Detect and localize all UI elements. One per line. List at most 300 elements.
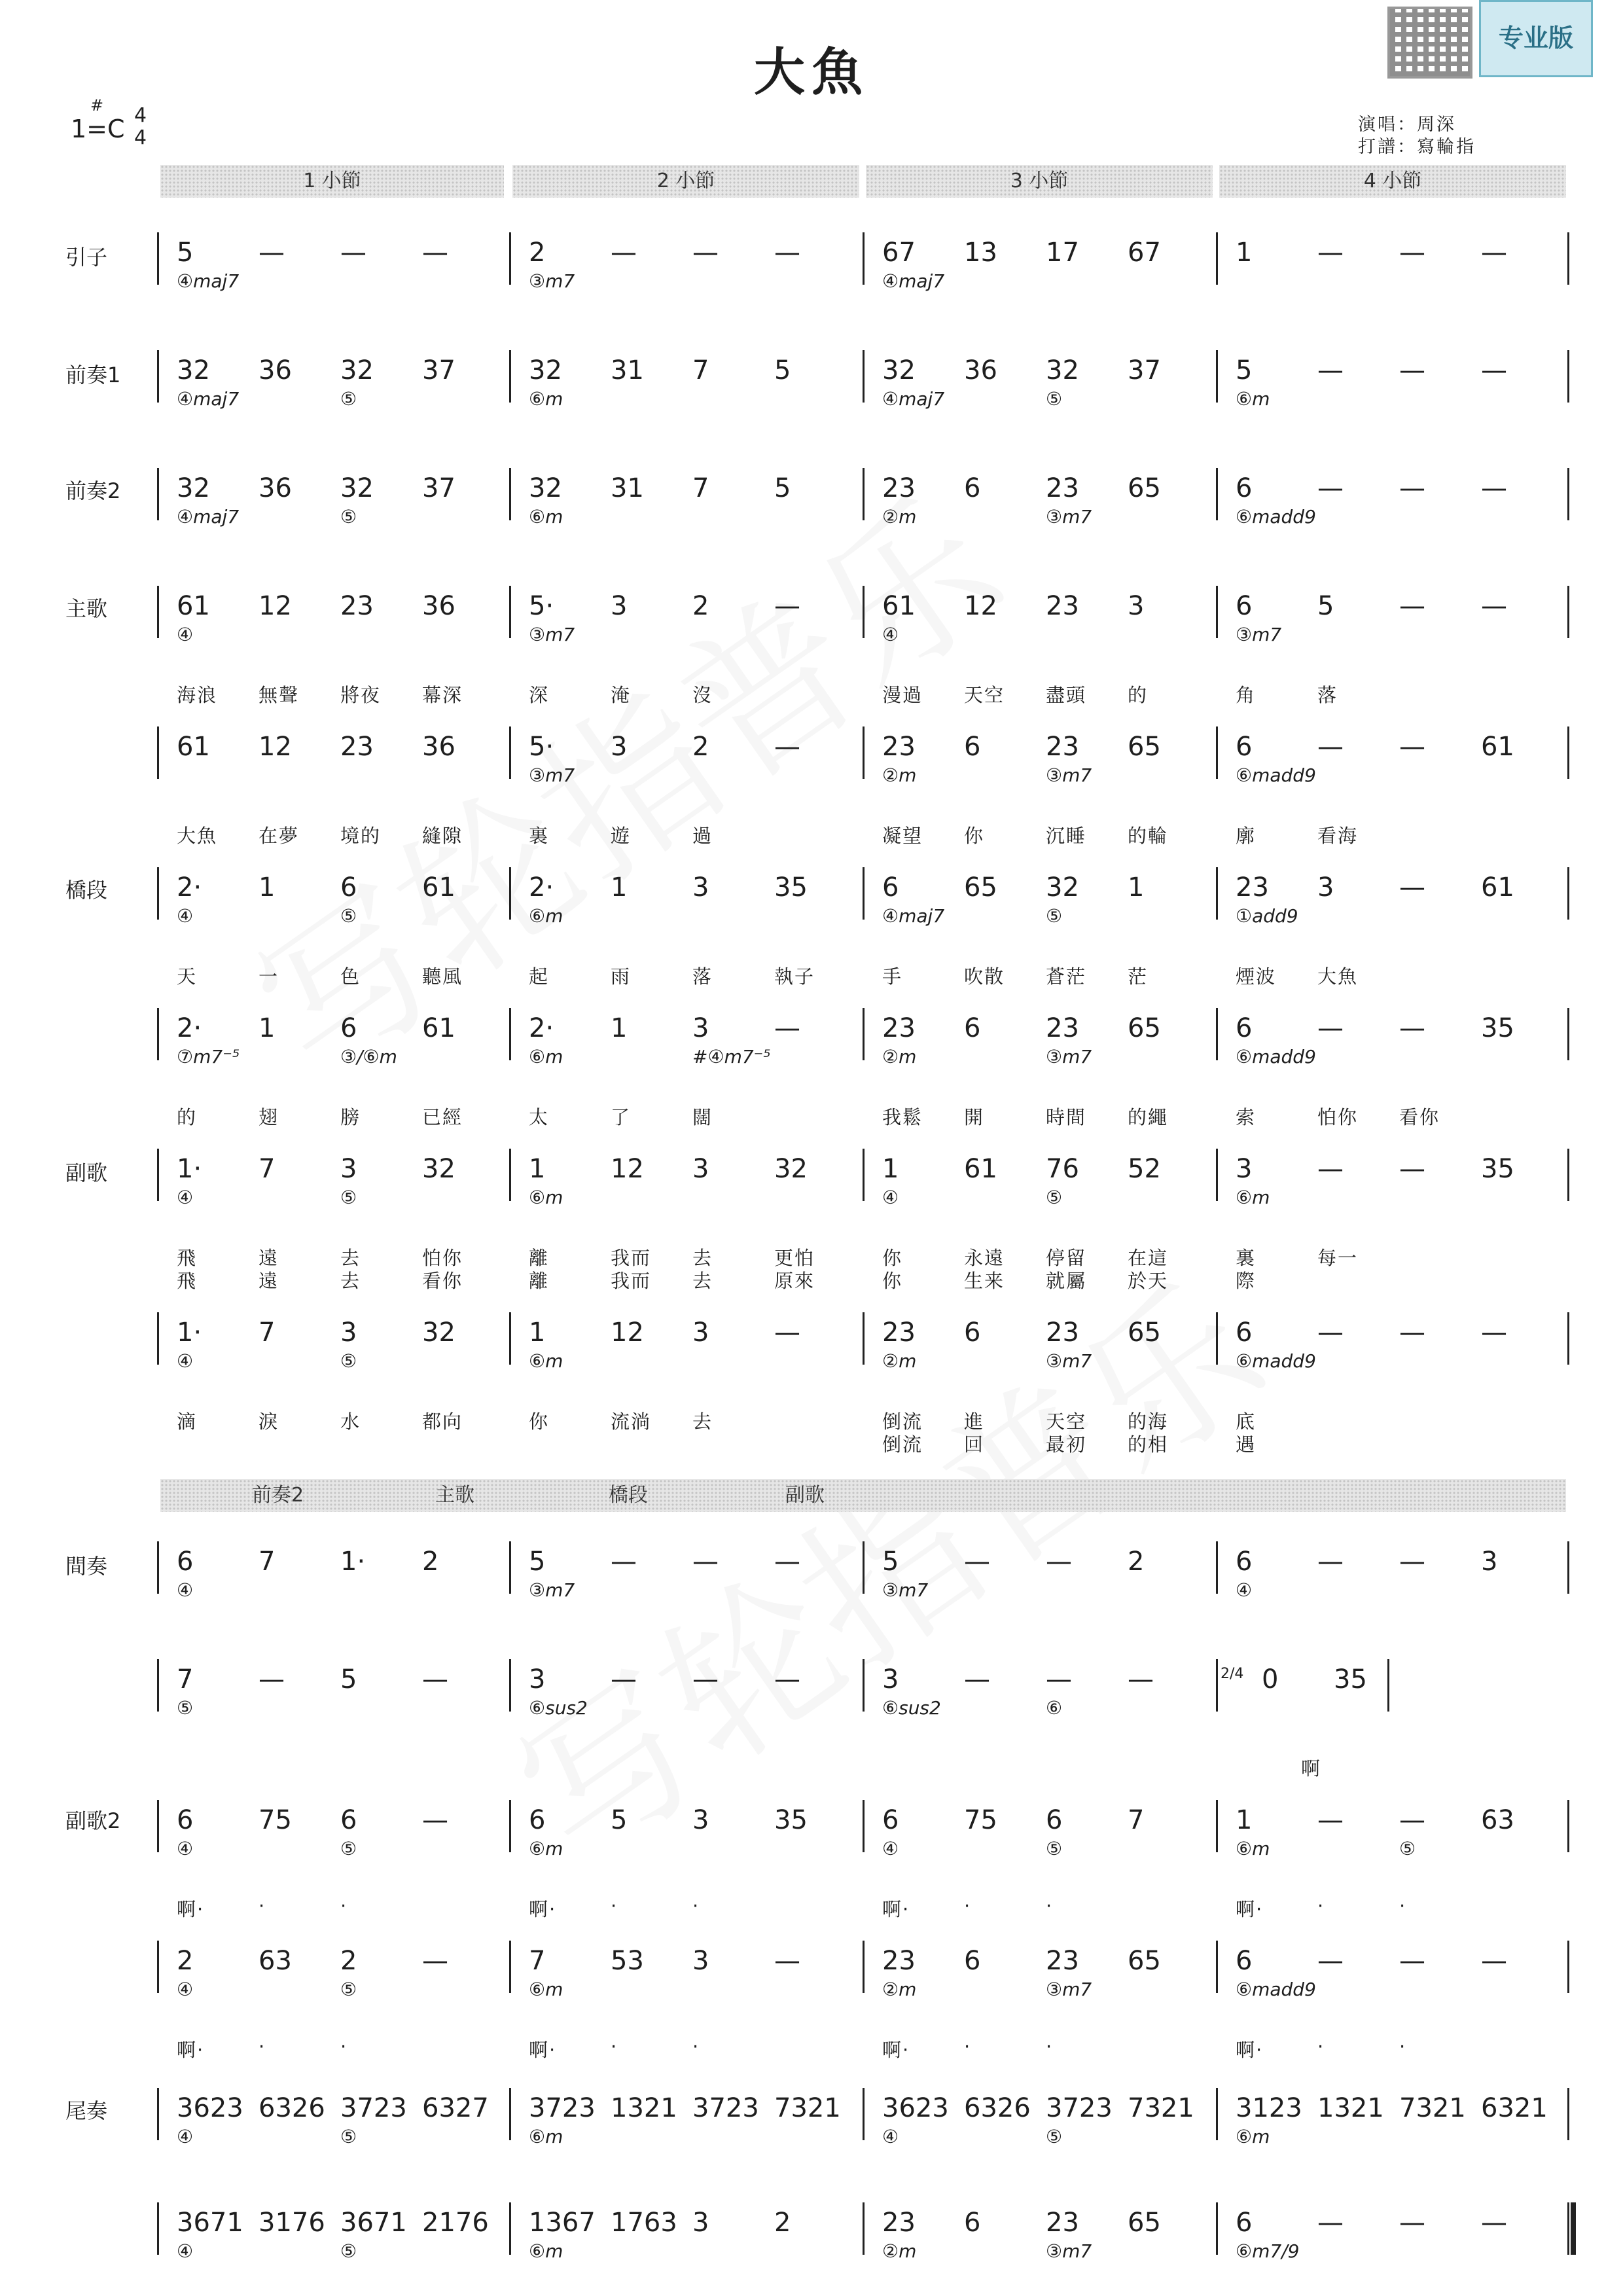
lyric: 漫過 [882, 684, 923, 706]
note: — [1481, 473, 1507, 503]
note: 35 [1481, 1154, 1514, 1184]
note: 1 [611, 1013, 628, 1043]
chord-label: ②m [882, 1350, 917, 1372]
note: 6 [964, 2208, 981, 2238]
lyric: 你 [529, 1410, 550, 1433]
lyric: 去 [692, 1270, 713, 1292]
lyric: 翅 [259, 1106, 279, 1128]
lyric: 的 [177, 1106, 198, 1128]
note: — [1399, 1547, 1425, 1577]
note: 1 [611, 872, 628, 903]
barline [509, 232, 511, 285]
barline [509, 1312, 511, 1365]
lyric: · [259, 1895, 266, 1917]
note: — [611, 1664, 637, 1695]
chord-label: ⑥madd9 [1236, 1350, 1316, 1372]
lyric: 裏 [1236, 1247, 1257, 1269]
note: — [1399, 732, 1425, 762]
lyric: 去 [340, 1270, 361, 1292]
chord-label: ⑤ [1046, 905, 1063, 927]
note: — [611, 238, 637, 268]
lyric: 每一 [1317, 1247, 1359, 1269]
chord-label: ⑦m7⁻⁵ [177, 1046, 240, 1067]
lyric: 蒼茫 [1046, 965, 1087, 988]
note: 32 [422, 1154, 455, 1184]
barline [1567, 1800, 1569, 1852]
chord-label: ③m7 [1046, 506, 1092, 528]
chord-label: ④ [177, 1579, 194, 1601]
chord-label: #④m7⁻⁵ [692, 1046, 771, 1067]
lyric: 的輪 [1128, 825, 1169, 847]
note: 32 [882, 355, 916, 386]
chord-label: ③m7 [1046, 2240, 1092, 2262]
note: 1763 [611, 2208, 677, 2238]
note: 63 [259, 1946, 292, 1976]
barline [157, 1800, 159, 1852]
note: — [1317, 355, 1344, 386]
note: 1· [177, 1318, 202, 1348]
note: 2 [692, 591, 709, 621]
note: 6 [1236, 473, 1253, 503]
note: 32 [529, 473, 562, 503]
note: 31 [611, 355, 644, 386]
note: 3 [692, 872, 709, 903]
note: — [692, 1664, 719, 1695]
note: 12 [611, 1154, 644, 1184]
lyric: 天空 [1046, 1410, 1087, 1433]
barline [1387, 1659, 1389, 1712]
note: 35 [774, 1805, 808, 1835]
note: 7 [177, 1664, 194, 1695]
chord-label: ④ [177, 2126, 194, 2147]
barline [509, 1659, 511, 1712]
lyric: 一 [259, 965, 279, 988]
lyric: 角 [1236, 684, 1257, 706]
note: 37 [1128, 355, 1161, 386]
note: — [1317, 1154, 1344, 1184]
barline [863, 1941, 865, 1993]
lyric: · [1317, 1895, 1325, 1917]
note: 6 [964, 732, 981, 762]
chord-label: ⑤ [340, 506, 357, 528]
note: — [774, 238, 800, 268]
note: — [340, 238, 366, 268]
lyric: 倒流 [882, 1433, 923, 1456]
chord-label: ④ [177, 2240, 194, 2262]
lyric: · [1399, 1895, 1407, 1917]
lyric: 水 [340, 1410, 361, 1433]
note: 1 [529, 1318, 546, 1348]
note: 3 [882, 1664, 899, 1695]
note: 3 [1317, 872, 1334, 903]
note: 6 [882, 872, 899, 903]
barline [1216, 468, 1218, 520]
barline [1567, 1008, 1569, 1060]
lyric: 天空 [964, 684, 1005, 706]
lyric: 將夜 [340, 684, 382, 706]
chord-label: ④ [177, 1350, 194, 1372]
note: 23 [882, 473, 916, 503]
note: 65 [1128, 473, 1161, 503]
note: 5· [529, 732, 554, 762]
lyric: 啊· [882, 1898, 910, 1920]
barline [1567, 1941, 1569, 1993]
note: 6 [529, 1805, 546, 1835]
note: 6 [1236, 1946, 1253, 1976]
lyric: 更怕 [774, 1247, 815, 1269]
structure-verse: 主歌 [435, 1484, 474, 1507]
note: 3 [611, 591, 628, 621]
lyric: 凝望 [882, 825, 923, 847]
note: 2 [1128, 1547, 1145, 1577]
note: — [1046, 1547, 1072, 1577]
lyric: · [1317, 2036, 1325, 2058]
barline [1216, 1312, 1218, 1365]
note: 6 [177, 1547, 194, 1577]
note: 61 [1481, 872, 1514, 903]
lyric: 聽風 [422, 965, 463, 988]
note: 32 [1046, 872, 1079, 903]
note: 23 [882, 1013, 916, 1043]
note: 3 [692, 1154, 709, 1184]
chord-label: ⑥m [1236, 1838, 1270, 1859]
note: 3 [611, 732, 628, 762]
chord-label: ④ [882, 624, 899, 645]
chord-label: ⑤ [1046, 1187, 1063, 1208]
note: — [422, 238, 448, 268]
note: 6 [1046, 1805, 1063, 1835]
note: 6 [964, 1946, 981, 1976]
note: 5 [1317, 591, 1334, 621]
note: — [1481, 1946, 1507, 1976]
barline [1216, 586, 1218, 638]
note: 7 [692, 473, 709, 503]
lyric: 都向 [422, 1410, 463, 1433]
barline [1567, 586, 1569, 638]
barline [1567, 726, 1569, 779]
note: 23 [882, 1946, 916, 1976]
note: 3723 [529, 2093, 596, 2123]
lyric: 去 [692, 1410, 713, 1433]
lyric: 廓 [1236, 825, 1257, 847]
note: — [1317, 1946, 1344, 1976]
note: 0 [1262, 1664, 1279, 1695]
lyric: 盡頭 [1046, 684, 1087, 706]
section-chorus2: 副歌2 [65, 1808, 121, 1833]
chord-label: ⑥sus2 [529, 1697, 588, 1719]
barline [157, 1659, 159, 1712]
note: 3 [529, 1664, 546, 1695]
note: 17 [1046, 238, 1079, 268]
note: 2· [177, 1013, 202, 1043]
barline [863, 2088, 865, 2140]
chord-label: ⑤ [340, 1187, 357, 1208]
note: 1 [1236, 1805, 1253, 1835]
lyric: 色 [340, 965, 361, 988]
lyric: 淹 [611, 684, 632, 706]
lyric: 離 [529, 1270, 550, 1292]
chord-label: ④ [177, 1979, 194, 2000]
note: 61 [177, 732, 210, 762]
singer-credit: 演唱：周深 [1358, 115, 1456, 135]
note: — [1399, 473, 1425, 503]
lyric: 煙波 [1236, 965, 1277, 988]
lyric: 遇 [1236, 1433, 1257, 1456]
lyric: 索 [1236, 1106, 1257, 1128]
note: 6 [964, 1013, 981, 1043]
note: 2· [529, 872, 554, 903]
lyric: 落 [1317, 684, 1338, 706]
note: — [1046, 1664, 1072, 1695]
note: 12 [259, 591, 292, 621]
key-sharp: # [90, 96, 104, 115]
lyric: 裏 [529, 825, 550, 847]
barline [157, 1149, 159, 1201]
chord-label: ⑤ [1046, 2126, 1063, 2147]
chord-label: ⑥m [1236, 2126, 1270, 2147]
lyric: 啊· [1236, 2039, 1264, 2061]
lyric: 滴 [177, 1410, 198, 1433]
barline [157, 726, 159, 779]
note: 37 [422, 473, 455, 503]
chord-label: ⑥madd9 [1236, 764, 1316, 786]
note: — [774, 1547, 800, 1577]
note: — [774, 1664, 800, 1695]
note: 1· [340, 1547, 366, 1577]
note: 1 [1236, 238, 1253, 268]
measure-header-1: 1 小節 [160, 165, 504, 198]
note: — [774, 732, 800, 762]
lyric: 起 [529, 965, 550, 988]
note: — [774, 591, 800, 621]
note: 23 [340, 591, 374, 621]
note: 6326 [259, 2093, 325, 2123]
lyric: 縫隙 [422, 825, 463, 847]
note: — [1317, 1318, 1344, 1348]
lyric: 海浪 [177, 684, 218, 706]
note: 67 [882, 238, 916, 268]
barline [1216, 726, 1218, 779]
note: 23 [1046, 473, 1079, 503]
lyric: 進 [964, 1410, 985, 1433]
note: 6327 [422, 2093, 489, 2123]
lyric: 茫 [1128, 965, 1149, 988]
chord-label: ②m [882, 1046, 917, 1067]
note: 61 [422, 872, 455, 903]
note: 23 [1046, 1946, 1079, 1976]
lyric: 淚 [259, 1410, 279, 1433]
note: 12 [964, 591, 997, 621]
note: 65 [964, 872, 997, 903]
note: 32 [340, 355, 374, 386]
time-change: 2/4 [1221, 1666, 1244, 1682]
barline [863, 1149, 865, 1201]
barline [1216, 1800, 1218, 1852]
note: 52 [1128, 1154, 1161, 1184]
note: — [1481, 591, 1507, 621]
key-signature [71, 96, 125, 143]
lyric: · [259, 2036, 266, 2058]
note: 7 [1128, 1805, 1145, 1835]
score-title: 大魚 [753, 43, 869, 102]
note: — [1317, 1547, 1344, 1577]
note: 3723 [1046, 2093, 1113, 2123]
note: — [1399, 1805, 1425, 1835]
note: — [1481, 238, 1507, 268]
barline [1216, 2088, 1218, 2140]
chord-label: ⑥m [529, 506, 563, 528]
lyric: 就屬 [1046, 1270, 1087, 1292]
lyric: 沒 [692, 684, 713, 706]
chord-label: ③m7 [529, 624, 575, 645]
note: 5 [774, 355, 791, 386]
chord-label: ④ [177, 905, 194, 927]
note: 61 [1481, 732, 1514, 762]
structure-header-band [160, 1479, 1566, 1512]
lyric: · [611, 1895, 618, 1917]
note: 3 [692, 2208, 709, 2238]
note: 3623 [882, 2093, 949, 2123]
lyric: 大魚 [177, 825, 218, 847]
qr-code-icon[interactable] [1387, 7, 1472, 79]
barline [157, 468, 159, 520]
note: 3 [1481, 1547, 1498, 1577]
chord-label: ⑥m7/9 [1236, 2240, 1300, 2262]
barline [1216, 867, 1218, 920]
chord-label: ③m7 [1236, 624, 1282, 645]
lyric: 落 [692, 965, 713, 988]
lyric: 吹散 [964, 965, 1005, 988]
barline [509, 586, 511, 638]
chord-label: ④maj7 [882, 270, 945, 292]
section-intro: 引子 [65, 245, 108, 270]
note: 7 [692, 355, 709, 386]
note: 1· [177, 1154, 202, 1184]
note: — [964, 1547, 990, 1577]
barline [863, 232, 865, 285]
note: 31 [611, 473, 644, 503]
chord-label: ③m7 [882, 1579, 929, 1601]
lyric: 生来 [964, 1270, 1005, 1292]
chord-label: ④maj7 [177, 270, 240, 292]
note: 1 [259, 872, 276, 903]
chord-label: ⑥m [529, 2240, 563, 2262]
note: 2· [177, 872, 202, 903]
lyric: 飛 [177, 1247, 198, 1269]
barline [1567, 2202, 1569, 2255]
note: — [1399, 355, 1425, 386]
note: 6 [177, 1805, 194, 1835]
note: 5 [1236, 355, 1253, 386]
lyric: · [1399, 2036, 1407, 2058]
note: 3 [692, 1805, 709, 1835]
pro-version-badge[interactable]: 专业版 [1479, 0, 1593, 77]
section-prelude2: 前奏2 [65, 478, 121, 503]
note: — [1399, 1013, 1425, 1043]
chord-label: ①add9 [1236, 905, 1298, 927]
lyric: 手 [882, 965, 903, 988]
note: 36 [259, 473, 292, 503]
lyric: 我而 [611, 1247, 652, 1269]
note: — [774, 1013, 800, 1043]
note: 36 [422, 591, 455, 621]
section-bridge: 橋段 [65, 878, 108, 903]
note: — [774, 1946, 800, 1976]
barline [1216, 1149, 1218, 1201]
chord-label: ⑥m [529, 1187, 563, 1208]
note: 3671 [340, 2208, 407, 2238]
barline [1216, 1941, 1218, 1993]
chord-label: ⑥m [529, 1350, 563, 1372]
barline [157, 586, 159, 638]
note: 5 [882, 1547, 899, 1577]
note: 7321 [774, 2093, 841, 2123]
barline [863, 586, 865, 638]
lyric: 看海 [1317, 825, 1359, 847]
note: 7 [529, 1946, 546, 1976]
note: 6 [1236, 2208, 1253, 2238]
note: 2 [177, 1946, 194, 1976]
note: 23 [882, 732, 916, 762]
section-chorus: 副歌 [65, 1160, 108, 1185]
lyric: 沉睡 [1046, 825, 1087, 847]
note: 35 [1481, 1013, 1514, 1043]
note: 63 [1481, 1805, 1514, 1835]
note: — [1481, 1318, 1507, 1348]
barline [1567, 1541, 1569, 1594]
lyric: 在夢 [259, 825, 300, 847]
note: — [1399, 591, 1425, 621]
note: — [422, 1946, 448, 1976]
note: 3623 [177, 2093, 243, 2123]
lyric: 啊· [529, 2039, 557, 2061]
note: 6321 [1481, 2093, 1548, 2123]
chord-label: ⑤ [177, 1697, 194, 1719]
lyric: 怕你 [1317, 1106, 1359, 1128]
chord-label: ⑥ [1046, 1697, 1063, 1719]
chord-label: ⑥sus2 [882, 1697, 941, 1719]
note: 7321 [1399, 2093, 1466, 2123]
note: 23 [1236, 872, 1269, 903]
section-prelude1: 前奏1 [65, 363, 121, 387]
note: 75 [964, 1805, 997, 1835]
lyric: 開 [964, 1106, 985, 1128]
note: 3671 [177, 2208, 243, 2238]
chord-label: ⑤ [340, 2126, 357, 2147]
note: 3 [692, 1946, 709, 1976]
lyric: 的 [1128, 684, 1149, 706]
lyric: 看你 [422, 1270, 463, 1292]
note: — [1317, 1013, 1344, 1043]
chord-label: ④ [177, 624, 194, 645]
lyric: 的相 [1128, 1433, 1169, 1456]
time-denominator: 4 [134, 126, 147, 149]
measure-header-2: 2 小節 [512, 165, 859, 198]
barline [157, 232, 159, 285]
lyric: 的海 [1128, 1410, 1169, 1433]
note: 5 [529, 1547, 546, 1577]
note: 6 [340, 1805, 357, 1835]
lyric: 啊 [1301, 1757, 1322, 1780]
lyric: 闊 [692, 1106, 713, 1128]
note: 6 [340, 872, 357, 903]
barline [1216, 2202, 1218, 2255]
note: 23 [340, 732, 374, 762]
barline [863, 468, 865, 520]
barline [1567, 867, 1569, 920]
barline [1567, 232, 1569, 285]
note: — [1317, 2208, 1344, 2238]
